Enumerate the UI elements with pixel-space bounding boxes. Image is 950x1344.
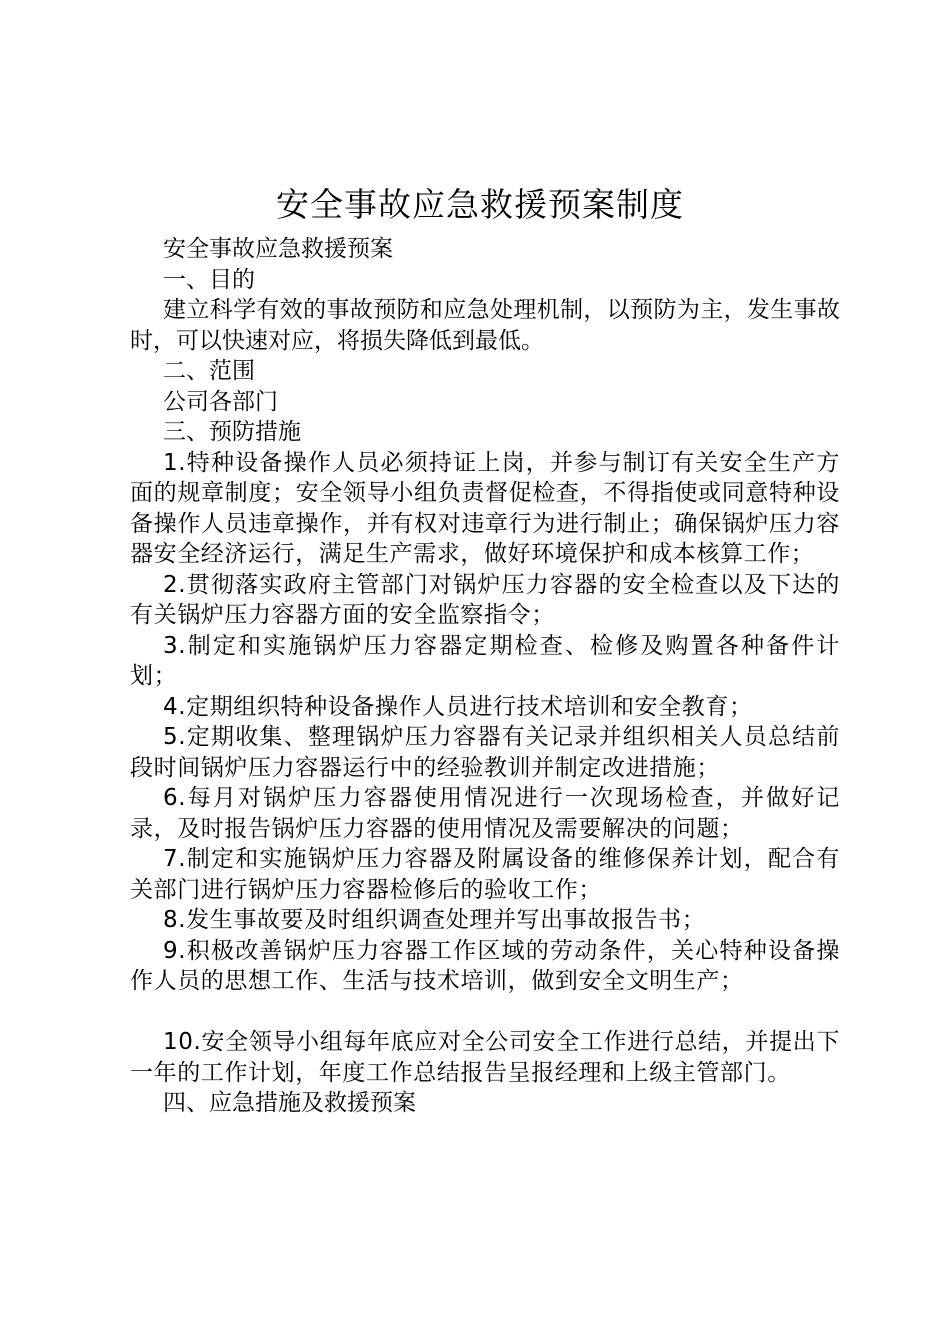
prevention-item-8: 8.发生事故要及时组织调查处理并写出事故报告书； bbox=[163, 907, 706, 933]
prevention-item-2: 2.贯彻落实政府主管部门对锅炉压力容器的安全检查以及下达的有关锅炉压力容器方面的安全监察指令； bbox=[130, 571, 840, 628]
prevention-item-7: 7.制定和实施锅炉压力容器及附属设备的维修保养计划，配合有关部门进行锅炉压力容器检修后的验收工作； bbox=[130, 846, 840, 903]
prevention-item-10: 10.安全领导小组每年底应对全公司安全工作进行总结，并提出下一年的工作计划，年度工作总结报告呈报经理和上级主管部门。 bbox=[130, 1029, 840, 1086]
section-heading-scope: 二、范围 bbox=[163, 358, 255, 384]
prevention-item-9: 9.积极改善锅炉压力容器工作区域的劳动条件，关心特种设备操作人员的思想工作、生活与技术培训，做到安全文明生产； bbox=[130, 937, 840, 994]
scope-paragraph: 公司各部门 bbox=[163, 388, 278, 415]
plan-subtitle: 安全事故应急救援预案 bbox=[163, 236, 393, 262]
section-heading-purpose: 一、目的 bbox=[163, 266, 255, 293]
prevention-item-5: 5.定期收集、整理锅炉压力容器有关记录并组织相关人员总结前段时间锅炉压力容器运行中的经验教训并制定改进措施； bbox=[130, 724, 840, 781]
prevention-item-3: 3.制定和实施锅炉压力容器定期检查、检修及购置各种备件计划； bbox=[130, 632, 840, 689]
prevention-item-6: 6.每月对锅炉压力容器使用情况进行一次现场检查，并做好记录，及时报告锅炉压力容器的使用情况及需要解决的问题； bbox=[130, 785, 840, 842]
document-body bbox=[130, 234, 840, 1119]
prevention-item-4: 4.定期组织特种设备操作人员进行技术培训和安全教育； bbox=[163, 693, 753, 720]
document-title: 安全事故应急救援预案制度 bbox=[276, 185, 684, 224]
purpose-paragraph: 建立科学有效的事故预防和应急处理机制，以预防为主，发生事故时，可以快速对应，将损失降低到最低。 bbox=[130, 297, 840, 354]
prevention-item-1: 1.特种设备操作人员必须持证上岗，并参与制订有关安全生产方面的规章制度；安全领导小组负责督促检查，不得指使或同意特种设备操作人员违章操作，并有权对违章行为进行制止；确保锅炉压力容器安全经济运行，满足生产需求，做好环境保护和成本核算工作； bbox=[130, 449, 840, 567]
section-heading-prevention: 三、预防措施 bbox=[163, 419, 301, 445]
blank-line bbox=[130, 997, 840, 1028]
section-heading-emergency: 四、应急措施及救援预案 bbox=[163, 1090, 416, 1116]
